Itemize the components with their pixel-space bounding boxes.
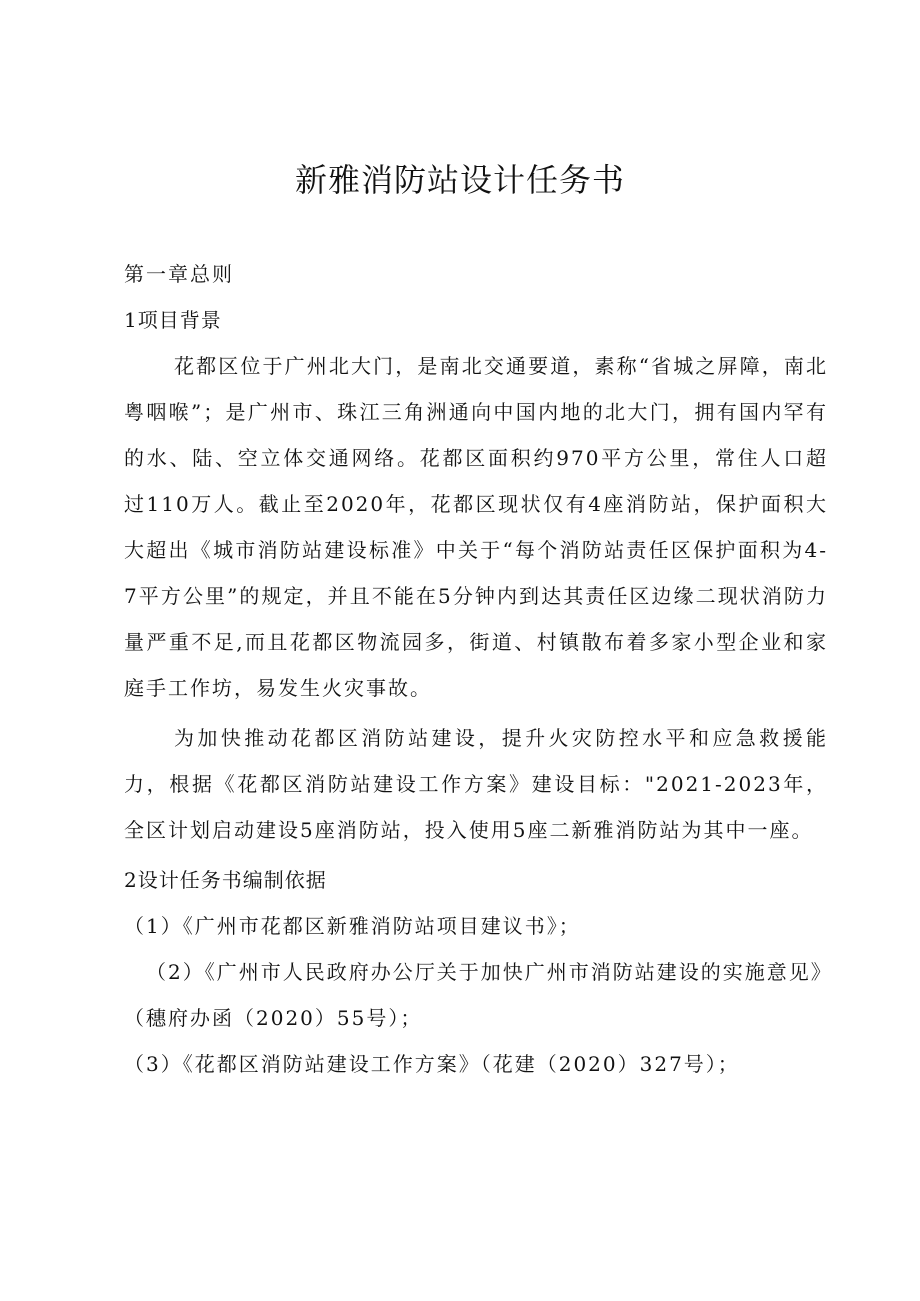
document-body [124, 251, 828, 1087]
basis-item-3: （3）《花都区消防站建设工作方案》（花建（2020）327号）； [124, 1052, 740, 1076]
background-paragraph-1: 花都区位于广州北大门，是南北交通要道，素称“省城之屏障，南北粤咽喉”；是广州市、珠江三角洲通向中国内地的北大门，拥有国内罕有的水、陆、空立体交通网络。花都区面积约970平方公里，常住人口超过110万人。截止至2020年，花都区现状仅有4座消防站，保护面积大大超出《城市消防站建设标准》中关于“每个消防站责任区保护面积为4-7平方公里”的规定，并且不能在5分钟内到达其责任区边缘二现状消防力量严重不足,而且花都区物流园多，街道、村镇散布着多家小型企业和家庭手工作坊，易发生火灾事故。 [124, 354, 828, 700]
section-heading-basis: 2设计任务书编制依据 [124, 868, 327, 892]
document-title: 新雅消防站设计任务书 [294, 161, 625, 199]
background-paragraph-2: 为加快推动花都区消防站建设，提升火灾防控水平和应急救援能力，根据《花都区消防站建设工作方案》建设目标："2021-2023年，全区计划启动建设5座消防站，投入使用5座二新雅消防站为其中一座。 [124, 726, 828, 842]
section-heading-background: 1项目背景 [124, 308, 222, 332]
basis-item-2: （2）《广州市人民政府办公厅关于加快广州市消防站建设的实施意见》（穗府办函（2020）55号）； [124, 960, 823, 1030]
chapter-heading: 第一章总则 [124, 262, 234, 286]
basis-item-1: （1）《广州市花都区新雅消防站项目建议书》； [124, 914, 581, 938]
